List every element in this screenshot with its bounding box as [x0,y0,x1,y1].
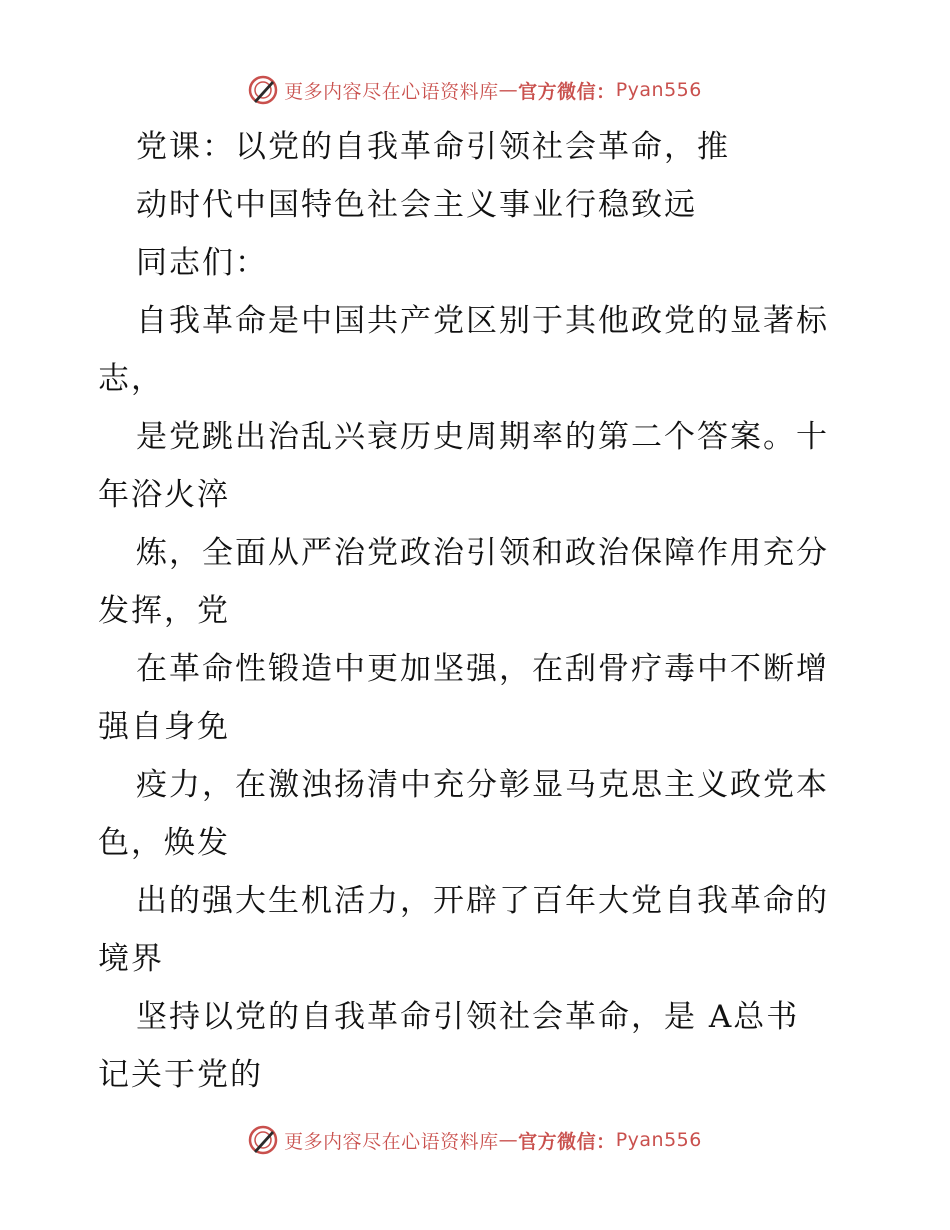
banner-separator: — [498,1129,519,1151]
text-line: 记关于党的 [98,1057,263,1093]
text-line: 境界 [98,941,164,977]
text-line: 志， [98,361,164,397]
text-line: 出的强大生机活力，开辟了百年大党自我革命的 [136,883,829,919]
text-line: 坚持以党的自我革命引领社会革命，是 A总书 [136,999,800,1035]
banner-wechat-label: 官方微信： [518,1130,616,1153]
banner-main-text: 更多内容尽在心语资料库 [284,80,499,103]
pen-logo-icon [248,1125,278,1155]
text-line: 发挥，党 [98,593,230,629]
text-line: 在革命性锻造中更加坚强，在刮骨疗毒中不断增 [136,651,829,687]
text-line: 年浴火淬 [98,477,230,513]
text-line: 党课：以党的自我革命引领社会革命，推 [136,129,730,165]
text-line: 强自身免 [98,709,230,745]
text-line: 炼，全面从严治党政治引领和政治保障作用充分 [136,535,829,571]
text-line: 色，焕发 [98,825,230,861]
banner-wechat-id: Pyan556 [615,1129,702,1151]
text-line: 动时代中国特色社会主义事业行稳致远 [136,187,697,223]
text-line: 疫力，在激浊扬清中充分彰显马克思主义政党本 [136,767,829,803]
text-line: 是党跳出治乱兴衰历史周期率的第二个答案。十 [136,419,829,455]
banner-wechat-label: 官方微信： [518,80,616,103]
banner-separator: — [498,79,519,101]
banner-main-text: 更多内容尽在心语资料库 [284,1130,499,1153]
text-line: 同志们： [136,245,268,281]
header-watermark-banner [0,70,950,110]
text-line: 自我革命是中国共产党区别于其他政党的显著标 [136,303,829,339]
footer-watermark-banner [0,1120,950,1160]
banner-wechat-id: Pyan556 [615,79,702,101]
document-body [98,118,858,1104]
pen-logo-icon [248,75,278,105]
